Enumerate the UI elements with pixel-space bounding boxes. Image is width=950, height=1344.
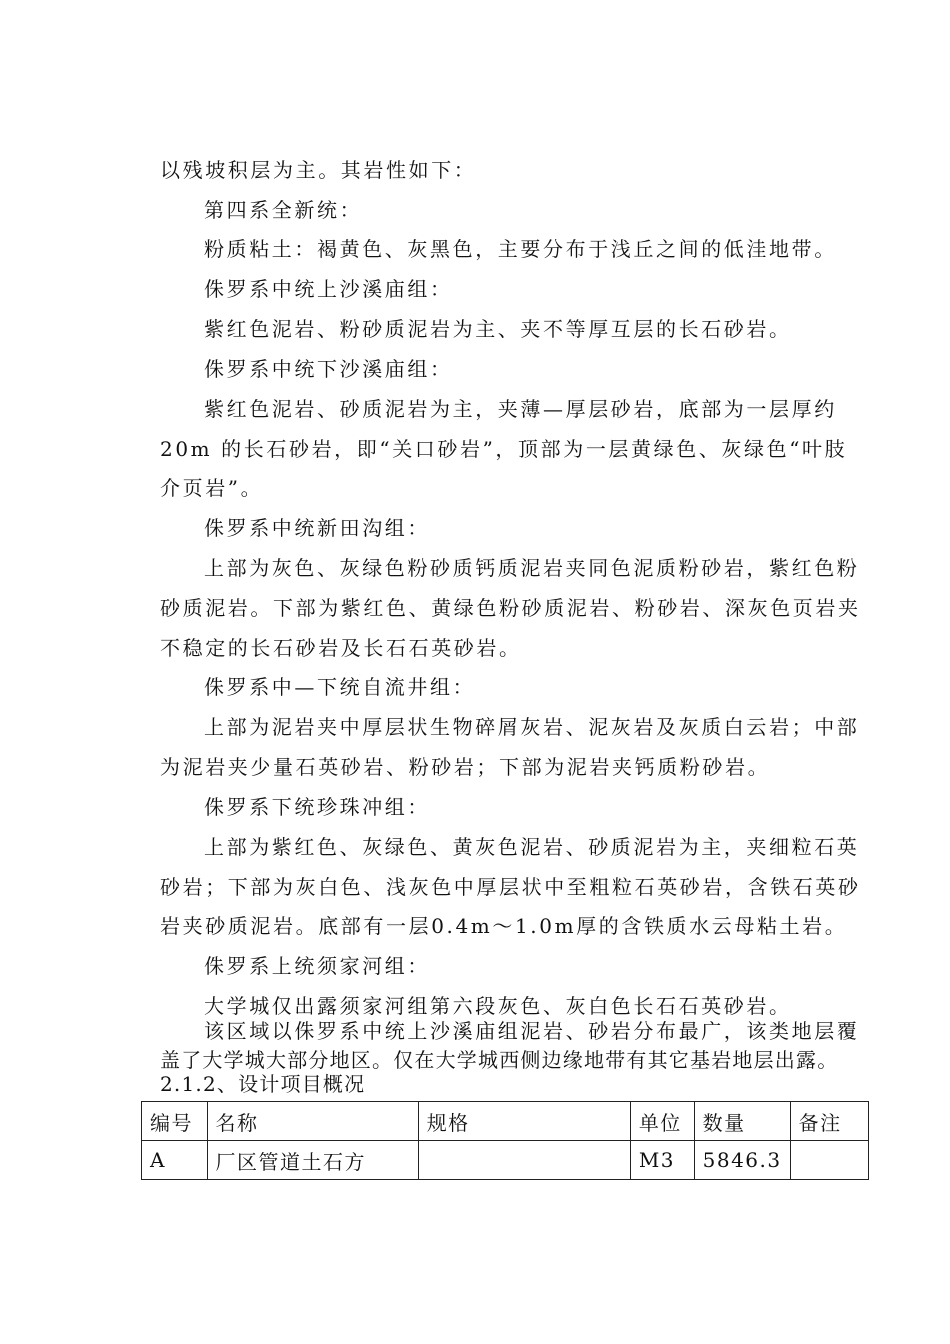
section-heading: 第四系全新统： xyxy=(204,198,363,222)
section-heading: 侏罗系中统下沙溪庙组： xyxy=(204,357,453,381)
paragraph-line: 粉质粘土：褐黄色、灰黑色，主要分布于浅丘之间的低洼地带。 xyxy=(204,237,837,261)
header-cell-spec: 规格 xyxy=(418,1102,630,1141)
header-cell-quantity: 数量 xyxy=(694,1102,790,1141)
paragraph-line: 该区域以侏罗系中统上沙溪庙组泥岩、砂岩分布最广，该类地层覆 xyxy=(204,1019,860,1043)
section-heading: 侏罗系中统新田沟组： xyxy=(204,516,430,540)
cell-remark xyxy=(790,1141,868,1180)
paragraph-line: 上部为灰色、灰绿色粉砂质钙质泥岩夹同色泥质粉砂岩，紫红色粉 xyxy=(204,556,860,580)
section-heading: 侏罗系中统上沙溪庙组： xyxy=(204,277,453,301)
paragraph-line: 砂岩；下部为灰白色、浅灰色中厚层状中至粗粒石英砂岩，含铁石英砂 xyxy=(160,875,861,899)
cell-quantity: 5846.3 xyxy=(694,1141,790,1180)
paragraph-line: 盖了大学城大部分地区。仅在大学城西侧边缘地带有其它基岩地层出露。 xyxy=(160,1048,839,1072)
paragraph-line: 不稳定的长石砂岩及长石石英砂岩。 xyxy=(160,636,522,660)
paragraph-line: 紫红色泥岩、砂质泥岩为主，夹薄—厚层砂岩，底部为一层厚约 xyxy=(204,397,837,421)
paragraph-line: 20m 的长石砂岩，即“关口砂岩”，顶部为一层黄绿色、灰绿色“叶肢 xyxy=(160,437,848,461)
header-cell-name: 名称 xyxy=(207,1102,418,1141)
paragraph-line: 介页岩”。 xyxy=(160,476,264,500)
subsection-heading: 2.1.2、设计项目概况 xyxy=(160,1072,366,1096)
table-row xyxy=(142,1141,869,1180)
paragraph-line: 以残坡积层为主。其岩性如下： xyxy=(160,158,477,182)
header-cell-remark: 备注 xyxy=(790,1102,868,1141)
cell-spec xyxy=(418,1141,630,1180)
paragraph-line: 大学城仅出露须家河组第六段灰色、灰白色长石石英砂岩。 xyxy=(204,994,792,1018)
paragraph-line: 上部为紫红色、灰绿色、黄灰色泥岩、砂质泥岩为主，夹细粒石英 xyxy=(204,835,860,859)
header-cell-unit: 单位 xyxy=(630,1102,694,1141)
section-heading: 侏罗系中—下统自流井组： xyxy=(204,675,476,699)
cell-name: 厂区管道土石方 xyxy=(207,1141,418,1180)
paragraph-line: 为泥岩夹少量石英砂岩、粉砂岩；下部为泥岩夹钙质粉砂岩。 xyxy=(160,755,771,779)
cell-unit: M3 xyxy=(630,1141,694,1180)
table-header-row xyxy=(142,1102,869,1141)
cell-number: A xyxy=(142,1141,208,1180)
section-heading: 侏罗系上统须家河组： xyxy=(204,954,430,978)
paragraph-line: 岩夹砂质泥岩。底部有一层0.4m～1.0m厚的含铁质水云母粘土岩。 xyxy=(160,914,848,938)
paragraph-line: 紫红色泥岩、粉砂质泥岩为主、夹不等厚互层的长石砂岩。 xyxy=(204,317,792,341)
header-cell-number: 编号 xyxy=(142,1102,208,1141)
project-table xyxy=(141,1101,869,1180)
paragraph-line: 砂质泥岩。下部为紫红色、黄绿色粉砂质泥岩、粉砂岩、深灰色页岩夹 xyxy=(160,596,861,620)
paragraph-line: 上部为泥岩夹中厚层状生物碎屑灰岩、泥灰岩及灰质白云岩；中部 xyxy=(204,715,860,739)
section-heading: 侏罗系下统珍珠冲组： xyxy=(204,795,430,819)
